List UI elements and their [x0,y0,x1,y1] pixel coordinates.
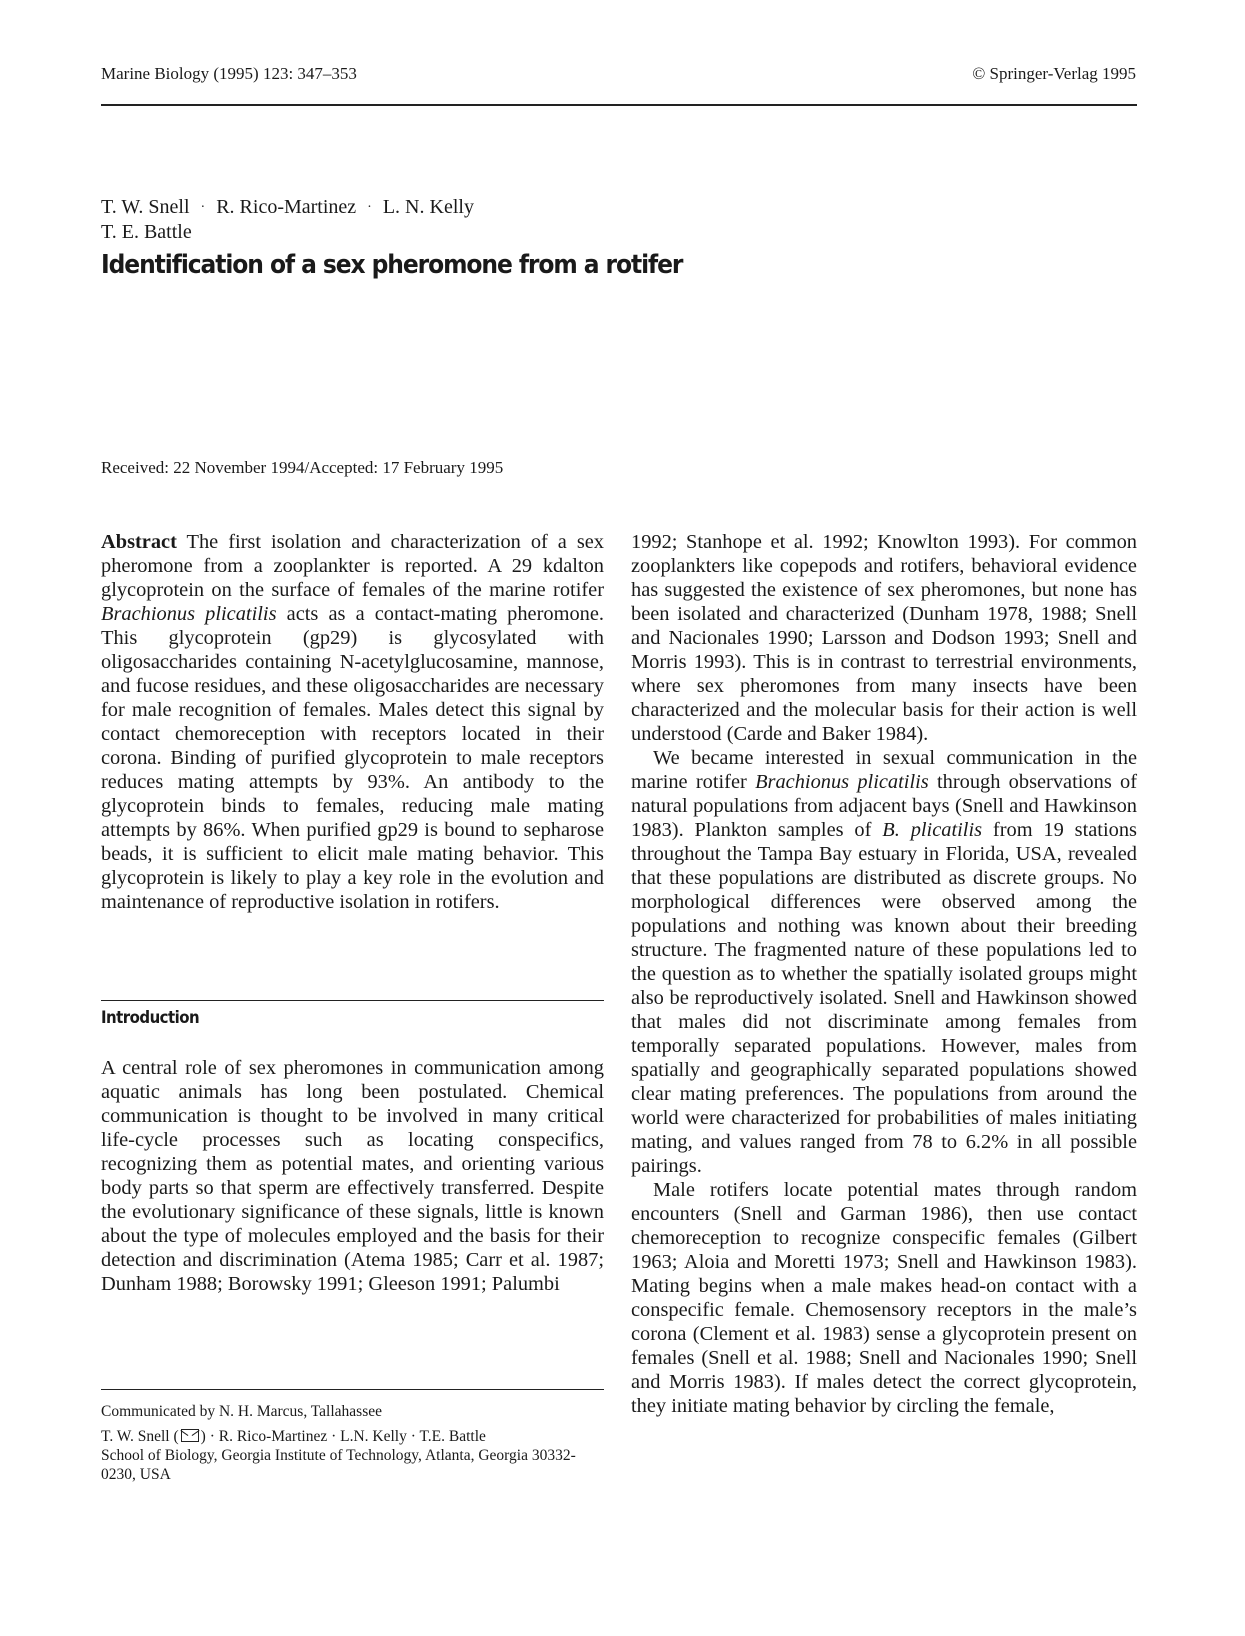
paragraph: Male rotifers locate potential mates through random encounters (Snell and Garman 1986), then use contact chemoreception to recognize conspecific females (Gilbert 1963; Aloia and Moretti 1973; Snell and Hawkinson 1983). Mating begins when a male makes head-on contact with a conspecific female. Chemosensory receptors in the male’s corona (Clement et al. 1983) sense a glycoprotein present on females (Snell et al. 1988; Snell and Nacionales 1990; Snell and Morris 1983). If males detect the correct glycoprotein, they initiate mating behavior by circling the female, [631,1179,1137,1417]
running-head: Marine Biology (1995) 123: 347–353 [101,64,357,83]
header-rule [101,104,1137,106]
text-run: through observations of natural populations from adjacent bays (Snell and Hawkinson 1983). Plankton samples of [631,771,1137,841]
text-run: from 19 stations throughout the Tampa Bay estuary in Florida, USA, revealed that these populations are distributed as discrete groups. No morphological differences were observed among the populations and nothing was known about their breeding structure. The fragmented nature of these populations led to the question as to whether the spatially isolated groups might also be reproductively isolated. Snell and Hawkinson showed that males did not discriminate among females from temporally separated populations. However, males from spatially and geographically separated populations showed clear mating preferences. The populations from around the world were characterized for probabilities of males initiating mating, and values ranged from 78 to 6.2% in all possible pairings. [631,819,1137,1177]
author-separator: · [367,200,372,215]
paragraph: 1992; Stanhope et al. 1992; Knowlton 1993). For common zooplankters like copepods and rotifers, behavioral evidence has suggested the existence of sex pheromones, but none has been isolated and characterized (Dunham 1978, 1988; Snell and Nacionales 1990; Larsson and Dodson 1993; Snell and Morris 1993). This is in contrast to terrestrial environments, where sex pheromones from many insects have been characterized and the molecular basis for their action is well understood (Carde and Baker 1984). [631,531,1137,745]
coauthors: · R. Rico-Martinez · L.N. Kelly · T.E. Battle [205,1428,486,1445]
abstract-text: acts as a contact-mating pheromone. This glycoprotein (gp29) is glycosylated with oligosaccharides containing N-acetylglucosamine, mannose, and fucose residues, and these oligosaccharides are necessary for male recognition of females. Males detect this signal by contact chemoreception with receptors located in their corona. Binding of purified glycoprotein to male receptors reduces mating attempts by 93%. An antibody to the glycoprotein binds to females, reducing male mating attempts by 86%. When purified gp29 is bound to sepharose beads, it is sufficient to elicit male mating behavior. This glycoprotein is likely to play a key role in the evolution and maintenance of reproductive isolation in rotifers. [101,603,604,913]
footnote-rule [101,1389,604,1390]
communicated-by: Communicated by N. H. Marcus, Tallahassee [101,1403,383,1420]
paren: ) [200,1428,206,1445]
introduction-left-column [101,1056,604,1296]
abstract [101,530,604,914]
received-accepted-dates: Received: 22 November 1994/Accepted: 17 February 1995 [101,458,504,477]
envelope-icon [181,1429,199,1442]
abstract-label: Abstract [101,531,177,553]
section-rule [101,1000,604,1001]
paragraph [631,746,1137,1178]
affiliation-address: School of Biology, Georgia Institute of Technology, Atlanta, Georgia 30332-0230, USA [101,1447,576,1483]
species-name: B. plicatilis [882,819,983,841]
author-name: R. Rico-Martinez [216,196,357,218]
abstract-text: The first isolation and characterization of a sex pheromone from a zooplankter is reported. A 29 kdalton glycoprotein on the surface of females of the marine rotifer [101,531,604,601]
corresponding-author: T. W. Snell [101,1428,170,1445]
article-title: Identification of a sex pheromone from a rotifer [101,250,683,280]
introduction-right-column [631,530,1137,1418]
author-line-2: T. E. Battle [101,221,192,243]
copyright-notice: © Springer-Verlag 1995 [972,64,1136,83]
author-line-1 [101,195,474,220]
author-name: L. N. Kelly [382,196,474,218]
author-list [101,195,474,245]
text-run: We became interested in sexual communication in the marine rotifer [631,747,1137,793]
paragraph: A central role of sex pheromones in communication among aquatic animals has long been postulated. Chemical communication is thought to be involved in many critical life-cycle processes such as locating conspecifics, recognizing them as potential mates, and orienting various body parts so that sperm are effectively transferred. Despite the evolutionary significance of these signals, little is known about the type of molecules employed and the basis for their detection and discrimination (Atema 1985; Carr et al. 1987; Dunham 1988; Borowsky 1991; Gleeson 1991; Palumbi [101,1057,604,1295]
species-name: Brachionus plicatilis [101,603,277,625]
author-separator: · [200,200,206,215]
introduction-heading: Introduction [101,1008,200,1028]
author-affiliation [101,1427,604,1484]
species-name: Brachionus plicatilis [755,771,929,793]
author-name: T. W. Snell [101,196,190,218]
paren: ( [173,1428,179,1445]
